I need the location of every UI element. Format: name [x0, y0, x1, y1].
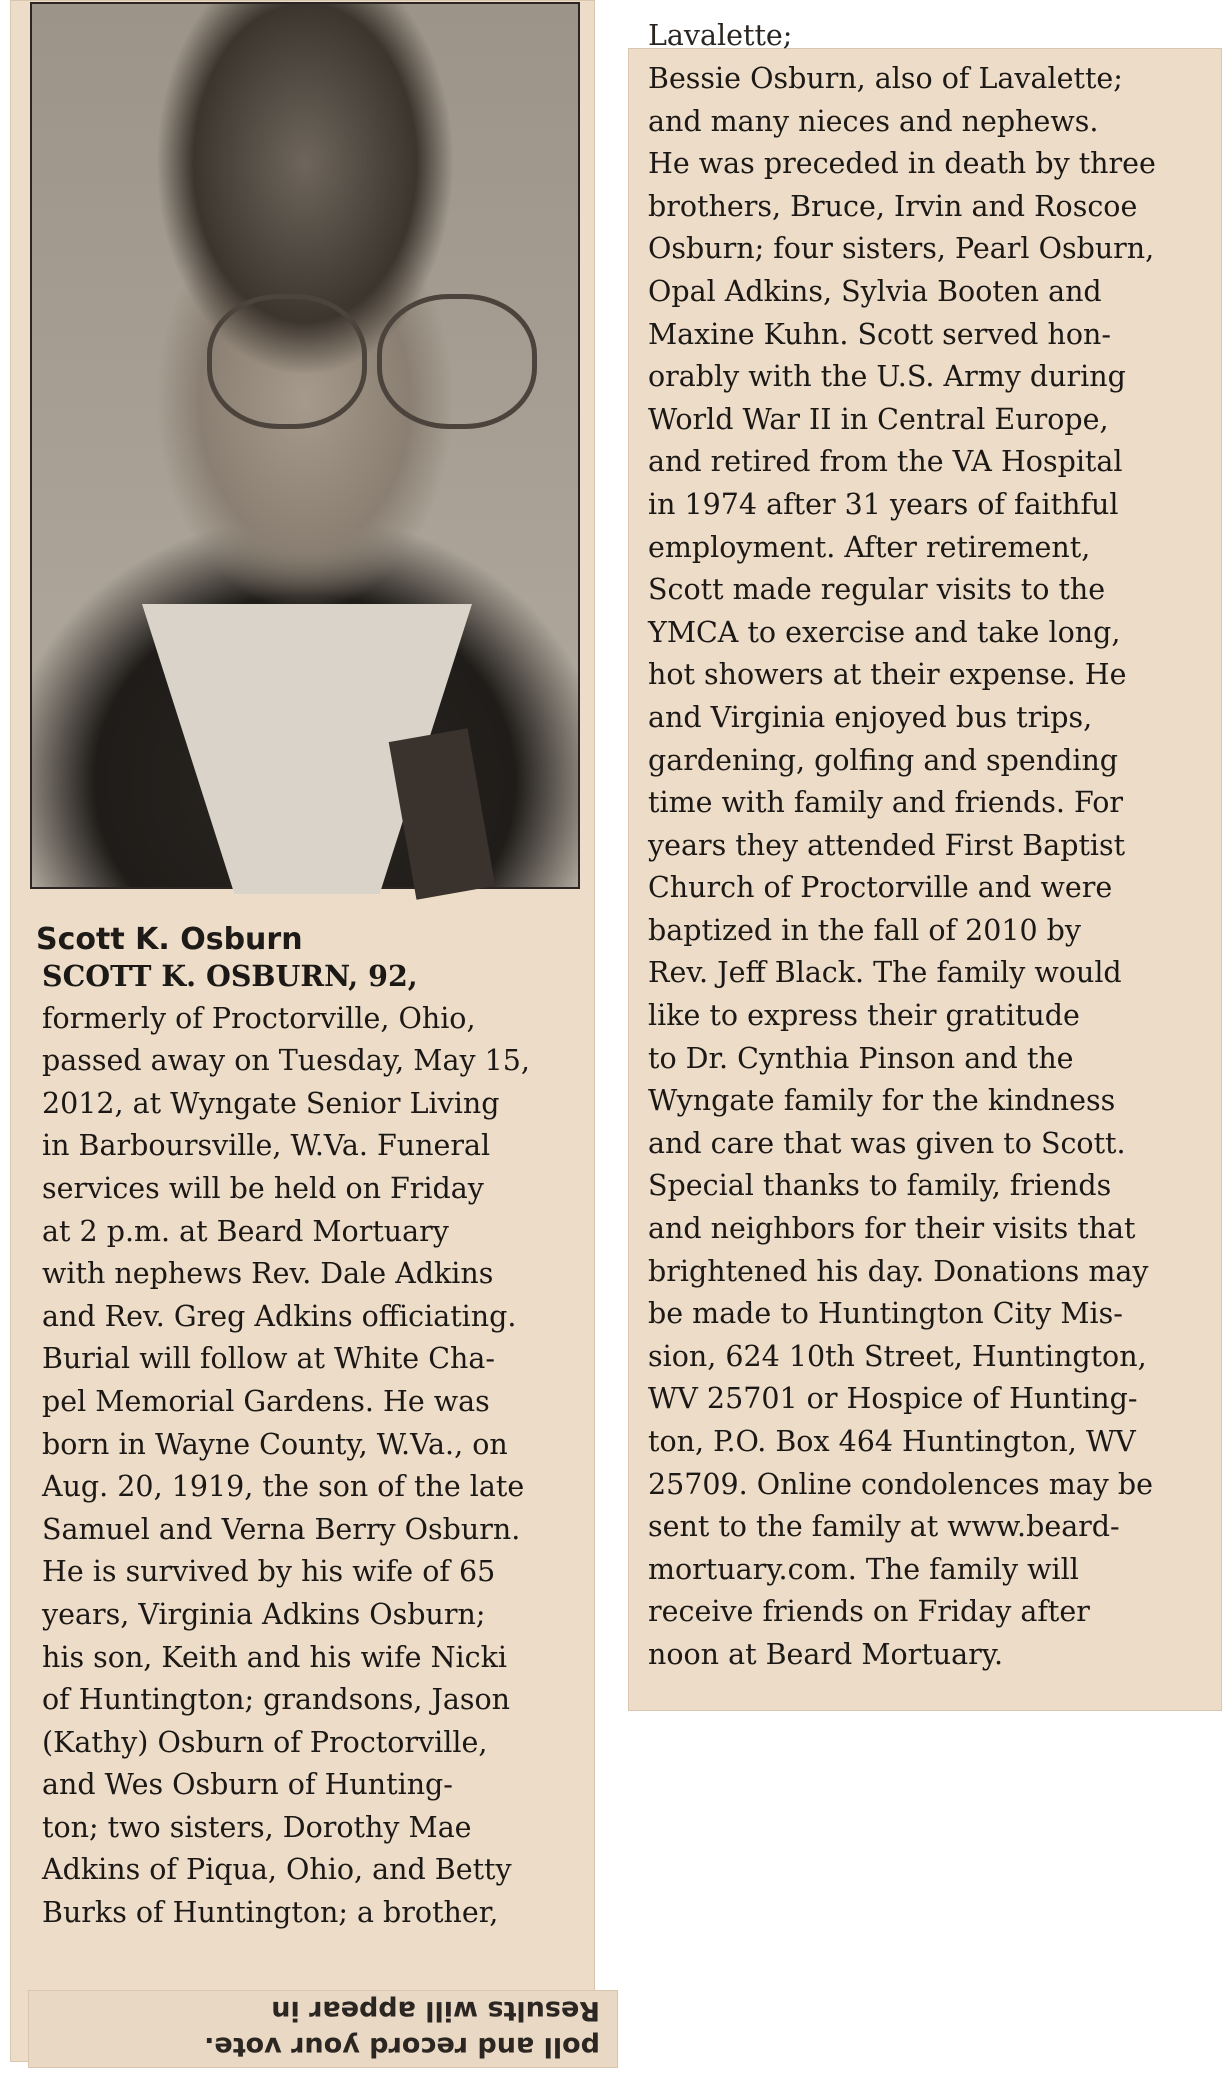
text-line: Wyngate family for the kindness: [648, 1084, 1116, 1118]
text-line: Opal Adkins, Sylvia Booten and: [648, 274, 1102, 308]
glasses-left-lens: [207, 294, 367, 429]
text-line: Scott made regular visits to the: [648, 573, 1106, 607]
strip-line: poll and record your vote.: [204, 2031, 600, 2062]
text-line: sion, 624 10th Street, Huntington,: [648, 1339, 1147, 1373]
text-line: He was preceded in death by three: [648, 147, 1156, 181]
text-line: in 1974 after 31 years of faithful: [648, 487, 1119, 521]
text-line: Maxine Kuhn. Scott served hon-: [648, 317, 1111, 351]
text-line: brightened his day. Donations may: [648, 1254, 1149, 1288]
text-line: gardening, golfing and spending: [648, 743, 1119, 777]
text-line: like to express their gratitude: [648, 999, 1080, 1033]
text-line: Special thanks to family, friends: [648, 1169, 1112, 1203]
text-line: in Barboursville, W.Va. Funeral: [42, 1129, 491, 1163]
text-line: be made to Huntington City Mis-: [648, 1297, 1123, 1331]
obituary-right-column: [648, 58, 1218, 1677]
obituary-left-column: [42, 955, 592, 1935]
text-line: Church of Proctorville and were: [648, 871, 1113, 905]
text-line: (Kathy) Osburn of Proctorville,: [42, 1725, 488, 1759]
text-line: SCOTT K. OSBURN, 92,: [42, 959, 418, 993]
text-line: and retired from the VA Hospital: [648, 445, 1123, 479]
text-line: He is survived by his wife of 65: [42, 1555, 496, 1589]
text-line: noon at Beard Mortuary.: [648, 1637, 1004, 1671]
text-line: Adkins of Piqua, Ohio, and Betty: [42, 1853, 512, 1887]
text-line: YMCA to exercise and take long,: [648, 615, 1121, 649]
text-line: brothers, Bruce, Irvin and Roscoe: [648, 189, 1138, 223]
text-line: WV 25701 or Hospice of Hunting-: [648, 1382, 1138, 1416]
text-line: and care that was given to Scott.: [648, 1126, 1126, 1160]
text-line: hot showers at their expense. He: [648, 658, 1127, 692]
text-line: and neighbors for their visits that: [648, 1212, 1136, 1246]
text-line: receive friends on Friday after: [648, 1595, 1090, 1629]
text-line: to Dr. Cynthia Pinson and the: [648, 1041, 1074, 1075]
glasses-right-lens: [377, 294, 537, 429]
text-line: at 2 p.m. at Beard Mortuary: [42, 1214, 449, 1248]
cut-off-line: Lavalette;: [648, 19, 793, 52]
text-line: his son, Keith and his wife Nicki: [42, 1640, 507, 1674]
text-line: employment. After retirement,: [648, 530, 1091, 564]
text-line: World War II in Central Europe,: [648, 402, 1109, 436]
necktie: [389, 728, 496, 899]
text-line: Bessie Osburn, also of Lavalette;: [648, 62, 1123, 95]
text-line: orably with the U.S. Army during: [648, 360, 1126, 394]
text-line: passed away on Tuesday, May 15,: [42, 1044, 530, 1078]
text-line: Osburn; four sisters, Pearl Osburn,: [648, 232, 1155, 266]
text-line: baptized in the fall of 2010 by: [648, 913, 1082, 947]
text-line: sent to the family at www.beard-: [648, 1510, 1120, 1544]
text-line: years, Virginia Adkins Osburn;: [42, 1597, 486, 1631]
text-line: 25709. Online condolences may be: [648, 1467, 1154, 1501]
text-line: Burial will follow at White Cha-: [42, 1342, 495, 1376]
text-line: and many nieces and nephews.: [648, 104, 1099, 138]
strip-line: Results will appear in: [271, 1995, 600, 2026]
text-line: years they attended First Baptist: [648, 828, 1126, 862]
text-line: with nephews Rev. Dale Adkins: [42, 1257, 494, 1291]
portrait-photo: [30, 2, 580, 889]
text-line: and Virginia enjoyed bus trips,: [648, 700, 1093, 734]
text-line: services will be held on Friday: [42, 1171, 484, 1205]
text-line: and Wes Osburn of Hunting-: [42, 1768, 453, 1802]
text-line: time with family and friends. For: [648, 786, 1123, 820]
text-line: ton; two sisters, Dorothy Mae: [42, 1810, 472, 1844]
obituary-heading: Scott K. Osburn: [36, 922, 303, 957]
text-line: mortuary.com. The family will: [648, 1552, 1079, 1586]
text-line: born in Wayne County, W.Va., on: [42, 1427, 508, 1461]
upside-down-strip-text: [40, 1992, 600, 2064]
text-line: and Rev. Greg Adkins officiating.: [42, 1299, 517, 1333]
text-line: Rev. Jeff Black. The family would: [648, 956, 1122, 990]
text-line: Burks of Huntington; a brother,: [42, 1896, 499, 1930]
text-line: pel Memorial Gardens. He was: [42, 1384, 490, 1418]
text-line: 2012, at Wyngate Senior Living: [42, 1086, 500, 1120]
text-line: of Huntington; grandsons, Jason: [42, 1683, 511, 1717]
text-line: Aug. 20, 1919, the son of the late: [42, 1470, 525, 1504]
text-line: ton, P.O. Box 464 Huntington, WV: [648, 1425, 1136, 1458]
text-line: formerly of Proctorville, Ohio,: [42, 1001, 476, 1035]
text-line: Samuel and Verna Berry Osburn.: [42, 1512, 521, 1546]
